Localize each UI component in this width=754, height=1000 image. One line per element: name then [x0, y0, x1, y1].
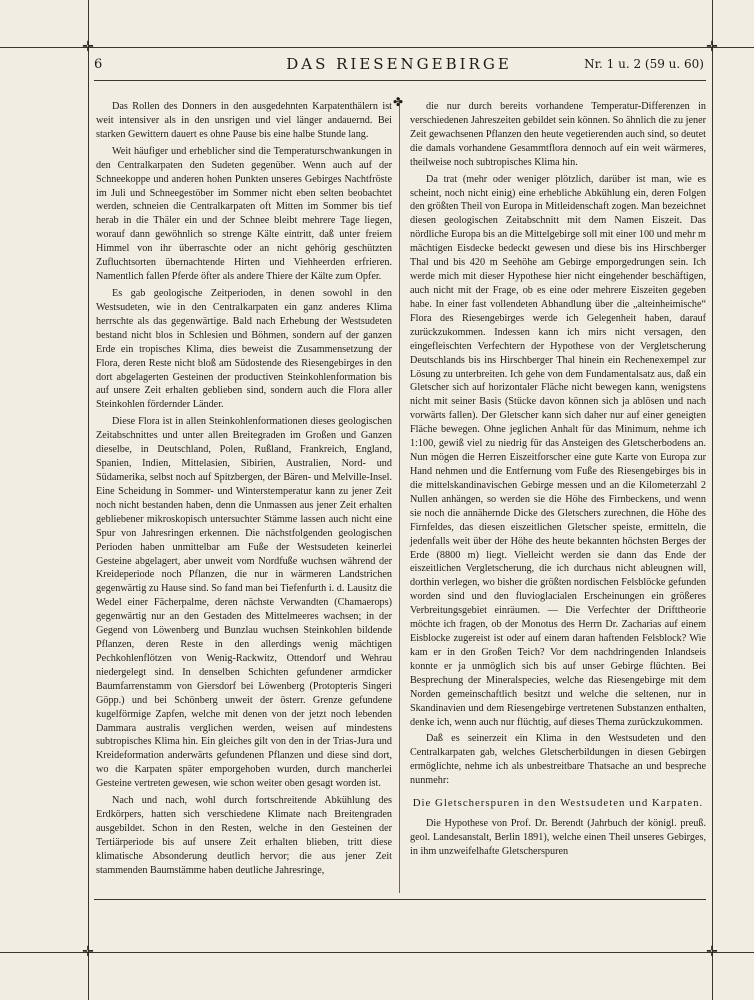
paragraph: Nach und nach, wohl durch fortschreitende Abkühlung des Erdkörpers, hatten sich verschiedene Klimate nach Breitengraden ausgebildet. Schon in den Resten, welche in den Gesteinen der Tertiärperiode bis auf unsere Zeit erhalten blieben, tritt diese klimatische Absonderung deutlich hervor; die aus jener Zeit stammenden Baumstämme haben deutliche Jahresringe,: [96, 795, 392, 876]
bottom-frame-rule: [0, 952, 754, 953]
journal-title: DAS RIESENGEBIRGE: [286, 55, 512, 73]
paragraph: Die Hypothese von Prof. Dr. Berendt (Jahrbuch der königl. preuß. geol. Landesanstalt, Berlin 1891), welche einen Theil unseres Gebirges, in ihm unzweifelhafte Gletscherspuren: [410, 818, 706, 858]
paragraph: die nur durch bereits vorhandene Temperatur-Differenzen in verschiedenen Jahreszeiten gebildet sein können. So ähnlich die zu jener Zeit gewachsenen Pflanzen den heute vegetierenden auch sind, so deutet die damals vorhandene Gesammtflora dennoch auf ein weit wärmeres, theilweise noch subtropisches Klima hin.: [410, 101, 706, 168]
page-number: 6: [94, 57, 103, 72]
paragraph: Weit häufiger und erheblicher sind die Temperaturschwankungen in den Centralkarpaten den Sudeten gegenüber. Wenn auch auf der Schneekoppe und anderen hohen Punkten unseres Gebirges Nachtfröste im Juli und Schneegestöber im Sommer nicht eben selten beobachtet werden, schneien die Centralkarpaten oft Mitten im Sommer bis tief herab in die Thäler ein und der Schnee bleibt mehrere Tage liegen, worauf dann gewöhnlich so strenge Kälte eintritt, daß unter freiem Himmel von ihr überraschte oder an nicht gehörig geschützten Zufluchtsorten übernachtende Hirten und Viehheerden erfrieren. Namentlich fallen Pferde öfter als andere Thiere der Kälte zum Opfer.: [96, 145, 392, 283]
paragraph: Das Rollen des Donners in den ausgedehnten Karpatenthälern ist weit intensiver als in den unsrigen und viel länger andauernd. Bei starken Gewittern dauert es ohne Pause bis eine halbe Stunde lang.: [96, 101, 392, 140]
header-rule: [94, 80, 706, 81]
ornament-icon: ✤: [393, 95, 404, 109]
paragraph: Daß es seinerzeit ein Klima in den Westsudeten und den Centralkarpaten gab, welches Gletscherbildungen in diesen Gebirgen ermöglichte, nehme ich als unbestreitbare Thatsache an und bespreche nunmehr:: [410, 733, 706, 787]
right-column: [410, 100, 706, 862]
paragraph: Diese Flora ist in allen Steinkohlenformationen dieses geologischen Zeitabschnittes und unter allen Breitegraden im Großen und Ganzen dieselbe, in Deutschland, Polen, Rußland, Frankreich, England, Spanien, Indien, Mittelasien, Sibirien, Australien, Nord- und Südamerika, selbst noch auf Spitzbergen, der Bären- und Melville-Insel. Eine Scheidung in Sommer- und Winterstemperatur kann zu jener Zeit noch nicht bestanden haben, denn die Unmassen aus jener Zeit erhalten gebliebener mikroskopisch untersuchter Stämme lassen auch nicht eine Spur von Jahresringen erkennen. Die nächstfolgenden geologischen Perioden haben unmittelbar am Fuße der Westsudeten keinerlei Gesteine abgelagert, aber unweit vom Nordfuße wuchsen während der Kreideperiode noch Pflanzen, die nur in wärmeren Landstrichen gegenwärtig zu Hause sind. So fand man bei Tiefenfurth i. d. Lausitz die Wedel einer Fächerpalme, deren nächste Verwandten (Chamaerops) gegenwärtig nur an den Gestaden des Mittelmeeres wachsen; in der Gegend von Löwenberg und Bunzlau wuchsen Steinkohlen bildende Pflanzen, deren Reste in den allerdings wenig mächtigen Pechkohlenflötzen von Wenig-Rackwitz, Ottendorf und Wehrau niedergelegt sind. In denselben Schichten gefundener armdicker Baumfarrenstamm von Giersdorf bei Löwenberg (Protopteris Singeri Göpp.) und bei Schönberg unweit der österr. Grenze gefundene kugelförmige Zapfen, welche mit denen von der jetzt noch lebenden Dammara australis verglichen werden, weisen auf mindestens subtropisches Klima hin. Ein gleiches gilt von den in der Trias-Jura und Kreideformation anderwärts gefundenen Pflanzen und diese sind dort, wo die Karpaten später emporgehoben wurden, durch mancherlei Gesteine vertreten gewesen, wie schon weiter oben gesagt worden ist.: [96, 416, 392, 790]
paragraph: Da trat (mehr oder weniger plötzlich, darüber ist man, wie es scheint, noch nicht einig) eine erhebliche Abkühlung ein, deren Folgen den größten Theil von Europa in Mitleidenschaft zogen. Man bezeichnet diesen geologischen Zeitabschnitt mit dem Namen Eiszeit. Das nördliche Europa bis an die Mittelgebirge soll mit einer 100 und mehr m mächtigen Eisdecke bedeckt gewesen und diese bis ins Hirschberger Thal und bis 420 m Seehöhe am Gebirge emporgedrungen sein. Ich werde mich mit dieser Hypothese hier nicht eingehender beschäftigen, auch nicht mit der Frage, ob es eine oder mehrere Eiszeiten gegeben habe. In einer fast vollendeten Abhandlung über die „alteinheimische“ Flora des Riesengebirges werde ich Gelegenheit haben, darauf zurückzukommen. Indessen kann ich mirs nicht versagen, den eingefleischten Verfechtern der Hypothese von der Vergletscherung Deutschlands bis ins Hirschberger Thal hinein ein Rechenexempel zur Lösung zu unterbreiten. Ich gehe von dem Fundamentalsatz aus, daß ein Gletscher sich auf horizontaler Fläche nicht bewegen kann, wenigstens nicht mit seiner Basis (Stücke davon können sich ja ablösen und nach vorwärts fallen). Der Gletscher kann sich daher nur auf einer geneigten Fläche bewegen. Ohne jeglichen Anhalt für das Minimum, nehme ich 1:100, gewiß viel zu niedrig für das Ansteigen des Gletscherbodens an. Nun mögen die Herren Eiszeitforscher eine gute Karte von Europa zur Hand nehmen und die Entfernung vom Fuße des Riesengebirges bis in die mittelskandinavischen Gebirge messen und an die Kilometerzahl 2 Nullen anhängen, so werden sie die Höhe des Firnbeckens, und wenn sie noch die annähernde Dicke des Gletschers zurechnen, die Höhe des Firnfeldes, das diesen eiszeitlichen Gletscher speiste, ermitteln, die jedenfalls weit über der Höhe des heute bekannten höchsten Berges der Erde (8800 m) liegt. Vielleicht werden sie dann das Ende der eiszeitlichen Vergletscherung, die ich durchaus nicht ableugnen will, dorthin verlegen, wo bisher die größten nordischen Felsblöcke gefunden worden sind und den fluvioglacialen Erscheinungen ein größeres Verbreitungsgebiet einräumen. — Die Verfechter der Drifttheorie möchte ich fragen, ob der Monotus des Herrn Dr. Zacharias auf einem Eisblocke zugereist ist oder auf einem daran haftenden Felsblock? Wie kam er in den Großen Teich? Vor dem nachdringenden Inlandseis konnte er ja unmöglich sich bis auf unser Gebirge flüchten. Bei Besprechung der Mineralspecies, welche das Riesengebirge mit dem Norden gemeinschaftlich besitzt und welche die seltenen, nur in Skandinavien und dem Riesengebirge vertretenen Substanzen enthalten, denke ich, wenn auch nur flüchtig, auf dieses Thema zurückzukommen.: [410, 173, 706, 728]
top-frame-rule: [0, 47, 754, 48]
page-header: [94, 55, 704, 77]
column-divider: [399, 98, 400, 893]
registration-mark-icon: ✛: [706, 39, 718, 55]
footer-rule: [94, 899, 706, 900]
left-column: [96, 100, 392, 881]
registration-mark-icon: ✛: [706, 944, 718, 960]
section-heading: Die Gletscherspuren in den Westsudeten und Karpaten.: [412, 797, 704, 810]
left-frame-rule: [88, 0, 89, 1000]
registration-mark-icon: ✛: [82, 39, 94, 55]
registration-mark-icon: ✛: [82, 944, 94, 960]
paragraph: Es gab geologische Zeitperioden, in denen sowohl in den Westsudeten, wie in den Centralkarpaten ein ganz anderes Klima herrschte als das gegenwärtige. Bald nach Erhebung der Westsudeten bestand nicht blos in Schlesien und Böhmen, sondern auf der ganzen Erde ein tropisches Klima, dies beweist die Zusammensetzung der Flora, deren Reste nicht bloß am Südostende des Riesengebirges in den dort abgelagerten Gesteinen der productiven Steinkohlenformation bis auf unsere Zeit erhalten geblieben sind, sondern auch die Flora aller Steinkohlen fördernder Länder.: [96, 287, 392, 411]
right-frame-rule: [712, 0, 713, 1000]
issue-number: Nr. 1 u. 2 (59 u. 60): [584, 57, 704, 71]
